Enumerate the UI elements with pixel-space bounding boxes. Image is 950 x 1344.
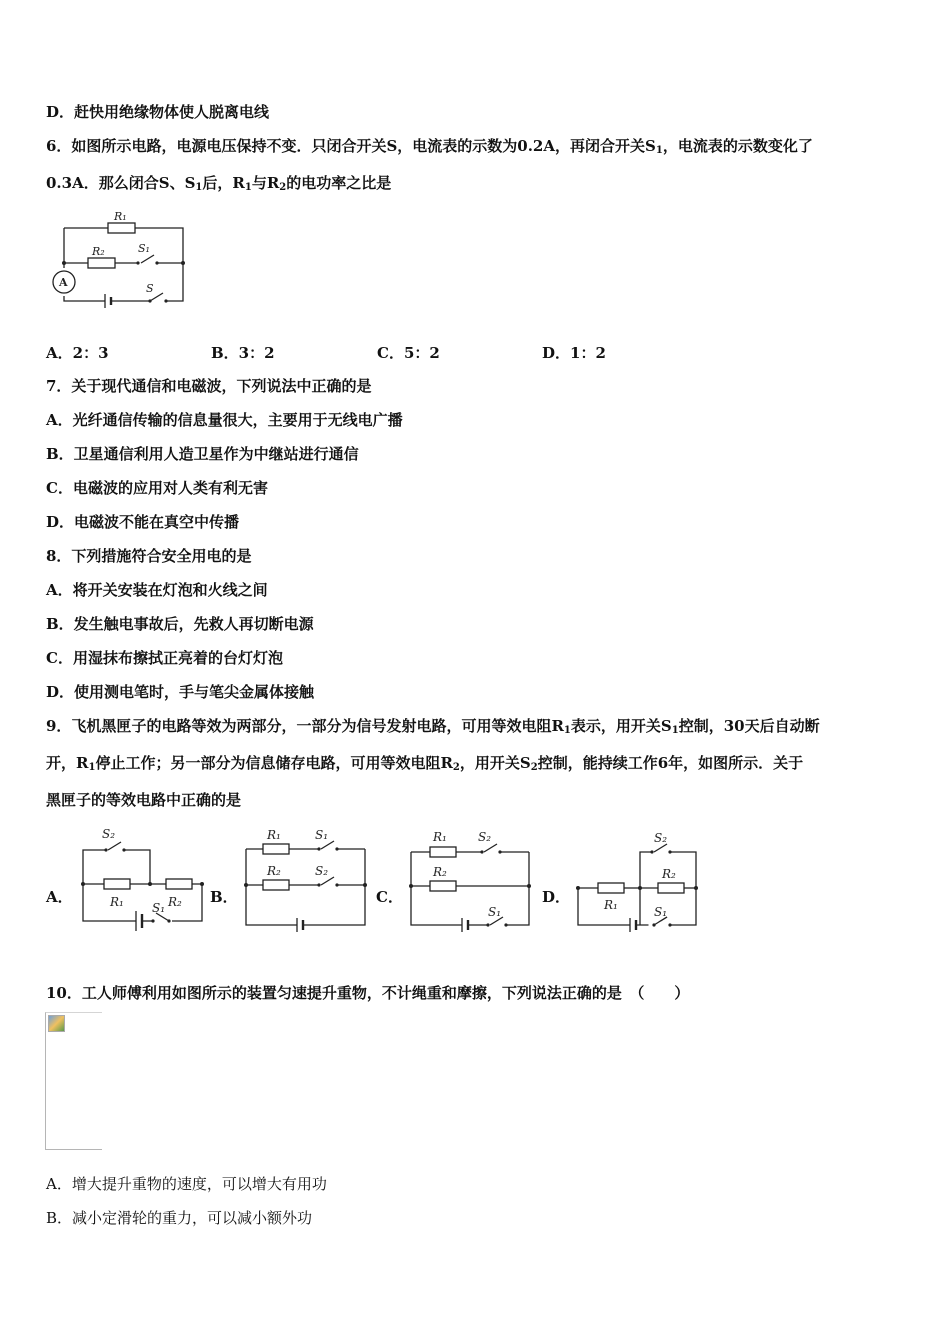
q9-diagram-a-label: A． — [46, 888, 73, 906]
broken-image-icon — [48, 1015, 65, 1032]
q9d-r2: R₂ — [662, 867, 676, 881]
q9c-s1: S₁ — [488, 905, 502, 919]
q10-option-b: B．减小定滑轮的重力，可以减小额外功 — [46, 1209, 313, 1227]
q9b-s1: S₁ — [315, 828, 329, 842]
q9-diagram-d-label: D． — [542, 888, 571, 906]
q7-option-c: C．电磁波的应用对人类有利无害 — [46, 479, 268, 497]
q9d-r1: R₁ — [604, 898, 618, 912]
q8-option-b: B．发生触电事故后，先救人再切断电源 — [46, 615, 314, 633]
q9c-r1: R₁ — [433, 830, 447, 844]
q6-circuit-diagram — [50, 208, 190, 308]
q9a-s2: S₂ — [102, 827, 116, 841]
q6-r1-label: R₁ — [114, 210, 127, 223]
q8-option-d: D．使用测电笔时，手与笔尖金属体接触 — [46, 683, 315, 701]
q7-stem: 7．关于现代通信和电磁波，下列说法中正确的是 — [46, 377, 372, 395]
q10-option-a: A．增大提升重物的速度，可以增大有用功 — [46, 1175, 327, 1193]
q7-option-a: A．光纤通信传输的信息量很大，主要用于无线电广播 — [46, 411, 403, 429]
q6-s1-switch — [141, 255, 154, 263]
q6-ammeter-label: A — [59, 276, 68, 289]
q6-option-d: D．1：2 — [542, 344, 606, 362]
prev-option-d: D．赶快用绝缘物体使人脱离电线 — [46, 103, 270, 121]
q9a-r2: R₂ — [168, 895, 182, 909]
q9-stem-line1: 9．飞机黑匣子的电路等效为两部分，一部分为信号发射电路，可用等效电阻$R_1$表示，用开关$S_1$控制，30天后自动断 — [46, 717, 820, 736]
q10-missing-image — [45, 1012, 102, 1150]
q9-circuit-a — [80, 824, 210, 939]
q9-circuit-d — [574, 824, 704, 939]
q9c-s2: S₂ — [478, 830, 492, 844]
q6-r1-resistor — [108, 223, 135, 233]
q10-stem: 10．工人师傅利用如图所示的装置匀速提升重物，不计绳重和摩擦，下列说法正确的是 （ ） — [46, 984, 690, 1002]
q6-option-c: C．5：2 — [377, 344, 440, 362]
q9d-s1: S₁ — [654, 905, 668, 919]
q9c-r2: R₂ — [433, 865, 447, 879]
q9a-r1: R₁ — [110, 895, 124, 909]
q9-stem-line2: 开，$R_1$停止工作；另一部分为信息储存电路，可用等效电阻$R_2$，用开关$S_2$控制，能持续工作6年，如图所示．关于 — [46, 754, 804, 773]
q9-diagram-b-label: B． — [210, 888, 238, 906]
q9a-s1: S₁ — [152, 901, 166, 915]
q6-s1-label: S₁ — [138, 242, 150, 255]
q9b-s2: S₂ — [315, 864, 329, 878]
q7-option-b: B．卫星通信利用人造卫星作为中继站进行通信 — [46, 445, 359, 463]
q9-diagram-c-label: C． — [376, 888, 403, 906]
q6-r2-label: R₂ — [92, 245, 105, 258]
q7-option-d: D．电磁波不能在真空中传播 — [46, 513, 240, 531]
q6-r2-resistor — [88, 258, 115, 268]
q8-stem: 8．下列措施符合安全用电的是 — [46, 547, 252, 565]
q9d-s2: S₂ — [654, 831, 668, 845]
q6-stem-line2: 0.3A．那么闭合S、$S_1$后，$R_1$与$R_2$的电功率之比是 — [46, 174, 392, 193]
q6-s-label: S — [146, 282, 154, 295]
q8-option-c: C．用湿抹布擦拭正亮着的台灯灯泡 — [46, 649, 283, 667]
q9-circuit-c — [408, 824, 538, 939]
q9b-r1: R₁ — [267, 828, 281, 842]
q8-option-a: A．将开关安装在灯泡和火线之间 — [46, 581, 268, 599]
q9-stem-line3: 黑匣子的等效电路中正确的是 — [46, 791, 242, 809]
q6-option-b: B．3：2 — [211, 344, 275, 362]
q9-circuit-b — [243, 824, 373, 939]
q6-stem-line1: 6．如图所示电路，电源电压保持不变．只闭合开关S，电流表的示数为0.2A，再闭合开关$S_1$，电流表的示数变化了 — [46, 137, 813, 156]
q9b-r2: R₂ — [267, 864, 281, 878]
q6-option-a: A．2：3 — [46, 344, 109, 362]
